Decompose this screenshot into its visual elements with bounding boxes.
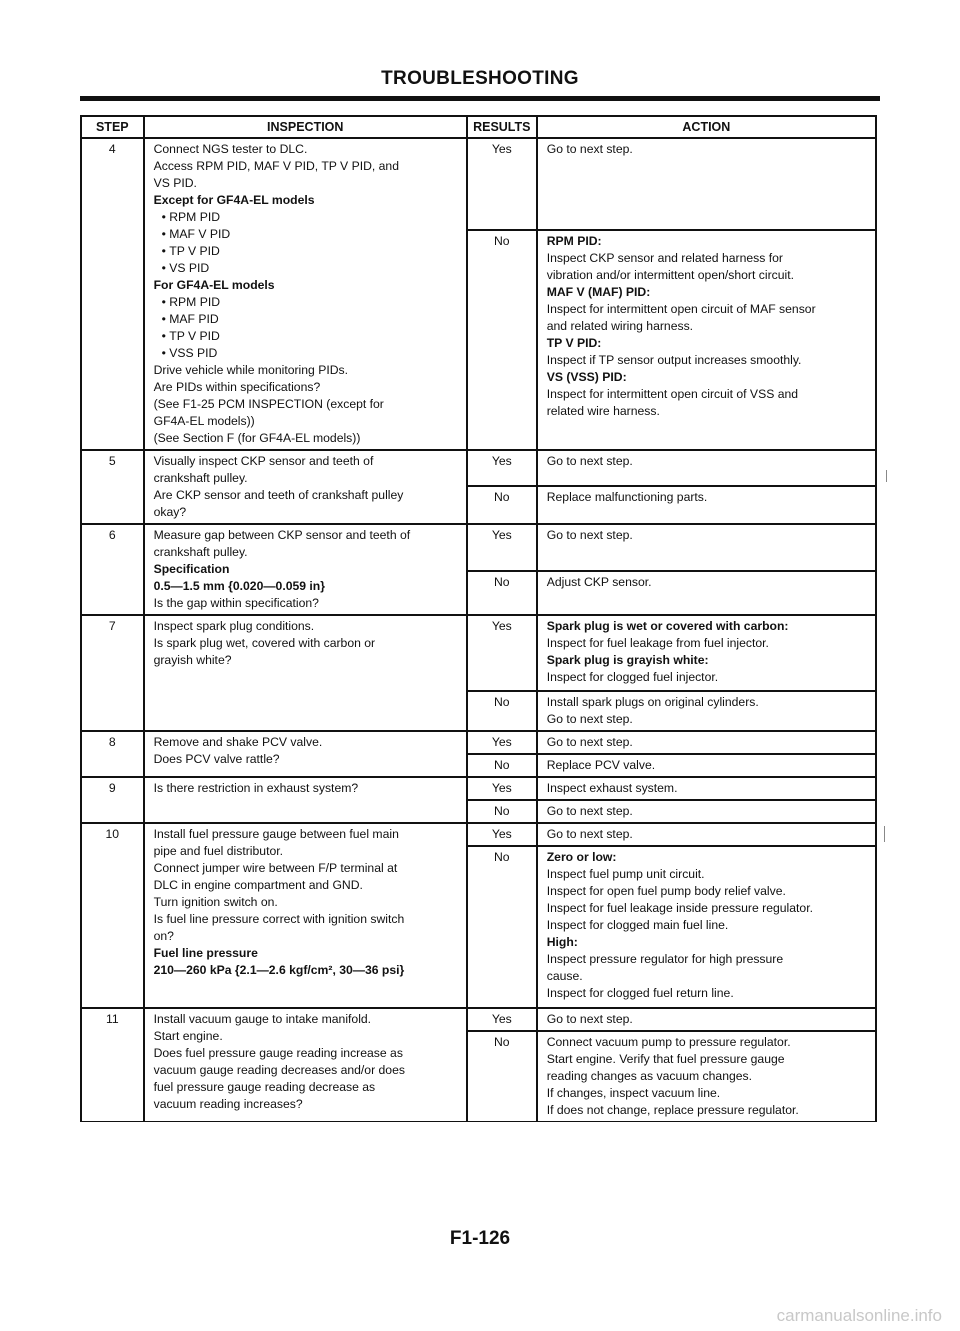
inspection-line: crankshaft pulley.: [153, 545, 248, 559]
result-cell: Yes: [467, 777, 537, 800]
action-line: Replace PCV valve.: [546, 758, 656, 772]
inspection-line: 210—260 kPa {2.1—2.6 kgf/cm², 30—36 psi}: [153, 963, 405, 977]
inspection-line: • MAF V PID: [154, 226, 460, 243]
step-number: 7: [81, 615, 144, 731]
action-line: Go to next step.: [546, 827, 633, 841]
result-cell: Yes: [467, 731, 537, 754]
action-line: Inspect for clogged main fuel line.: [546, 918, 729, 932]
inspection-line: on?: [153, 929, 174, 943]
action-line: Inspect for open fuel pump body relief valve.: [546, 884, 786, 898]
action-line: Inspect fuel pump unit circuit.: [546, 867, 705, 881]
table-row: [81, 1008, 876, 1031]
troubleshooting-table: [80, 115, 877, 1122]
inspection-cell: [144, 615, 467, 731]
inspection-line: crankshaft pulley.: [153, 471, 248, 485]
action-line: Replace malfunctioning parts.: [546, 490, 708, 504]
page-title: TROUBLESHOOTING: [381, 68, 579, 89]
inspection-line: • RPM PID: [154, 294, 460, 311]
table-header-row: [81, 116, 876, 138]
inspection-line: Drive vehicle while monitoring PIDs.: [153, 363, 348, 377]
action-line: Go to next step.: [546, 735, 633, 749]
inspection-cell: [144, 777, 467, 823]
action-cell: [537, 777, 876, 800]
action-cell: [537, 230, 876, 450]
action-line: Zero or low:: [546, 850, 617, 864]
inspection-line: fuel pressure gauge reading decrease as: [153, 1080, 376, 1094]
table-row: [81, 450, 876, 486]
step-number: 9: [81, 777, 144, 823]
action-cell: [537, 754, 876, 777]
table-row: [81, 615, 876, 691]
inspection-line: Is spark plug wet, covered with carbon or: [153, 636, 376, 650]
action-line: vibration and/or intermittent open/short circuit.: [546, 267, 794, 282]
inspection-line: • RPM PID: [154, 209, 460, 226]
inspection-line: Is the gap within specification?: [153, 596, 319, 610]
inspection-line: Is there restriction in exhaust system?: [153, 781, 359, 795]
step-number: 5: [81, 450, 144, 524]
action-line: Spark plug is grayish white:: [546, 653, 709, 667]
inspection-line: grayish white?: [153, 653, 232, 667]
result-cell: Yes: [467, 615, 537, 691]
action-line: Inspect CKP sensor and related harness for: [546, 250, 783, 265]
step-number: 11: [81, 1008, 144, 1122]
action-cell: [537, 823, 876, 846]
action-line: and related wiring harness.: [546, 318, 694, 333]
action-line: Go to next step.: [546, 454, 633, 468]
result-cell: Yes: [467, 1008, 537, 1031]
inspection-cell: [144, 731, 467, 777]
result-cell: Yes: [467, 524, 537, 571]
step-number: 6: [81, 524, 144, 615]
inspection-line: DLC in engine compartment and GND.: [153, 878, 363, 892]
header-action: ACTION: [537, 116, 876, 138]
action-line: VS (VSS) PID:: [546, 369, 627, 384]
result-cell: No: [467, 846, 537, 1008]
action-cell: [537, 1008, 876, 1031]
action-line: Inspect exhaust system.: [546, 781, 678, 795]
action-line: Inspect if TP sensor output increases smoothly.: [546, 352, 802, 367]
header-results: RESULTS: [467, 116, 537, 138]
inspection-cell: [144, 1008, 467, 1122]
inspection-line: • TP V PID: [154, 328, 460, 345]
action-cell: [537, 138, 876, 230]
action-line: Go to next step.: [546, 1012, 633, 1026]
table-row: [81, 731, 876, 754]
inspection-line: (See F1-25 PCM INSPECTION (except for: [153, 397, 384, 411]
result-cell: No: [467, 1031, 537, 1122]
action-cell: [537, 691, 876, 731]
action-line: related wire harness.: [546, 403, 660, 418]
margin-mark: [884, 826, 885, 842]
inspection-line: Does PCV valve rattle?: [153, 752, 280, 766]
action-cell: [537, 846, 876, 1008]
action-line: cause.: [546, 969, 583, 983]
inspection-line: (See Section F (for GF4A-EL models)): [153, 431, 361, 445]
table-row: [81, 138, 876, 230]
inspection-line: vacuum gauge reading decreases and/or does: [153, 1063, 405, 1077]
result-cell: No: [467, 754, 537, 777]
inspection-line: • MAF PID: [154, 311, 460, 328]
action-cell: [537, 615, 876, 691]
inspection-line: Fuel line pressure: [153, 946, 258, 960]
action-cell: [537, 486, 876, 524]
result-cell: Yes: [467, 450, 537, 486]
action-line: If does not change, replace pressure regulator.: [546, 1103, 799, 1117]
inspection-line: GF4A-EL models)): [153, 414, 255, 428]
action-line: Inspect for intermittent open circuit of VSS and: [546, 386, 799, 401]
inspection-cell: [144, 823, 467, 1008]
inspection-cell: [144, 138, 467, 450]
inspection-line: Connect NGS tester to DLC.: [153, 142, 308, 156]
step-number: 10: [81, 823, 144, 1008]
action-line: Go to next step.: [546, 804, 633, 818]
table-row: [81, 777, 876, 800]
inspection-line: Remove and shake PCV valve.: [153, 735, 323, 749]
action-line: Install spark plugs on original cylinders.: [546, 695, 759, 709]
result-cell: No: [467, 800, 537, 823]
step-number: 8: [81, 731, 144, 777]
action-line: Inspect for clogged fuel return line.: [546, 986, 734, 1000]
action-line: Adjust CKP sensor.: [546, 574, 652, 589]
step-number: 4: [81, 138, 144, 450]
inspection-line: Is fuel line pressure correct with ignition switch: [153, 912, 405, 926]
action-line: Go to next step.: [546, 528, 633, 542]
action-line: Inspect for intermittent open circuit of MAF sensor: [546, 301, 816, 316]
result-cell: Yes: [467, 823, 537, 846]
inspection-line: VS PID.: [153, 176, 197, 190]
inspection-cell: [144, 450, 467, 524]
inspection-line: Install fuel pressure gauge between fuel main: [153, 827, 399, 841]
action-cell: [537, 1031, 876, 1122]
inspection-line: Specification: [153, 562, 230, 576]
action-line: Go to next step.: [546, 712, 633, 726]
inspection-line: • TP V PID: [154, 243, 460, 260]
inspection-line: pipe and fuel distributor.: [153, 844, 284, 858]
action-line: If changes, inspect vacuum line.: [546, 1086, 721, 1100]
action-line: Inspect for fuel leakage inside pressure regulator.: [546, 901, 813, 915]
inspection-line: Are CKP sensor and teeth of crankshaft pulley: [153, 488, 404, 502]
action-line: MAF V (MAF) PID:: [546, 284, 651, 299]
action-line: High:: [546, 935, 578, 949]
action-line: Start engine. Verify that fuel pressure gauge: [546, 1052, 785, 1066]
result-cell: No: [467, 486, 537, 524]
inspection-cell: [144, 524, 467, 615]
header-step: STEP: [81, 116, 144, 138]
inspection-line: Visually inspect CKP sensor and teeth of: [153, 454, 374, 468]
inspection-line: okay?: [153, 505, 187, 519]
result-cell: No: [467, 691, 537, 731]
watermark: carmanualsonline.info: [776, 1306, 942, 1325]
action-line: RPM PID:: [546, 233, 602, 248]
inspection-line: Are PIDs within specifications?: [153, 380, 321, 394]
inspection-line: Except for GF4A-EL models: [153, 193, 315, 207]
inspection-line: vacuum reading increases?: [153, 1097, 303, 1111]
result-cell: Yes: [467, 138, 537, 230]
result-cell: No: [467, 571, 537, 616]
table-row: [81, 823, 876, 846]
inspection-line: • VSS PID: [154, 345, 460, 362]
inspection-line: Start engine.: [153, 1029, 223, 1043]
inspection-line: Inspect spark plug conditions.: [153, 619, 315, 633]
action-cell: [537, 800, 876, 823]
action-line: Inspect pressure regulator for high pressure: [546, 952, 784, 966]
inspection-line: Measure gap between CKP sensor and teeth of: [153, 528, 411, 542]
inspection-line: Access RPM PID, MAF V PID, TP V PID, and: [153, 159, 399, 173]
inspection-line: Install vacuum gauge to intake manifold.: [153, 1012, 372, 1026]
action-line: Inspect for clogged fuel injector.: [546, 670, 719, 684]
inspection-line: • VS PID: [154, 260, 460, 277]
header-inspection: INSPECTION: [144, 116, 467, 138]
action-line: TP V PID:: [546, 335, 602, 350]
action-line: Go to next step.: [546, 142, 633, 156]
action-cell: [537, 731, 876, 754]
inspection-line: Turn ignition switch on.: [153, 895, 278, 909]
action-line: Spark plug is wet or covered with carbon:: [546, 619, 789, 633]
table-row: [81, 524, 876, 571]
inspection-line: Connect jumper wire between F/P terminal at: [153, 861, 398, 875]
action-line: reading changes as vacuum changes.: [546, 1069, 753, 1083]
inspection-line: For GF4A-EL models: [153, 278, 275, 292]
margin-mark: [886, 470, 887, 482]
action-cell: [537, 450, 876, 486]
inspection-line: Does fuel pressure gauge reading increase as: [153, 1046, 403, 1060]
action-line: Connect vacuum pump to pressure regulator.: [546, 1035, 791, 1049]
table-body: [81, 138, 876, 1122]
page-number: F1-126: [449, 1228, 511, 1249]
action-cell: [537, 571, 876, 616]
action-line: Inspect for fuel leakage from fuel injector.: [546, 636, 769, 650]
inspection-line: 0.5—1.5 mm {0.020—0.059 in}: [153, 579, 325, 593]
title-rule: [80, 96, 880, 101]
action-cell: [537, 524, 876, 571]
result-cell: No: [467, 230, 537, 450]
